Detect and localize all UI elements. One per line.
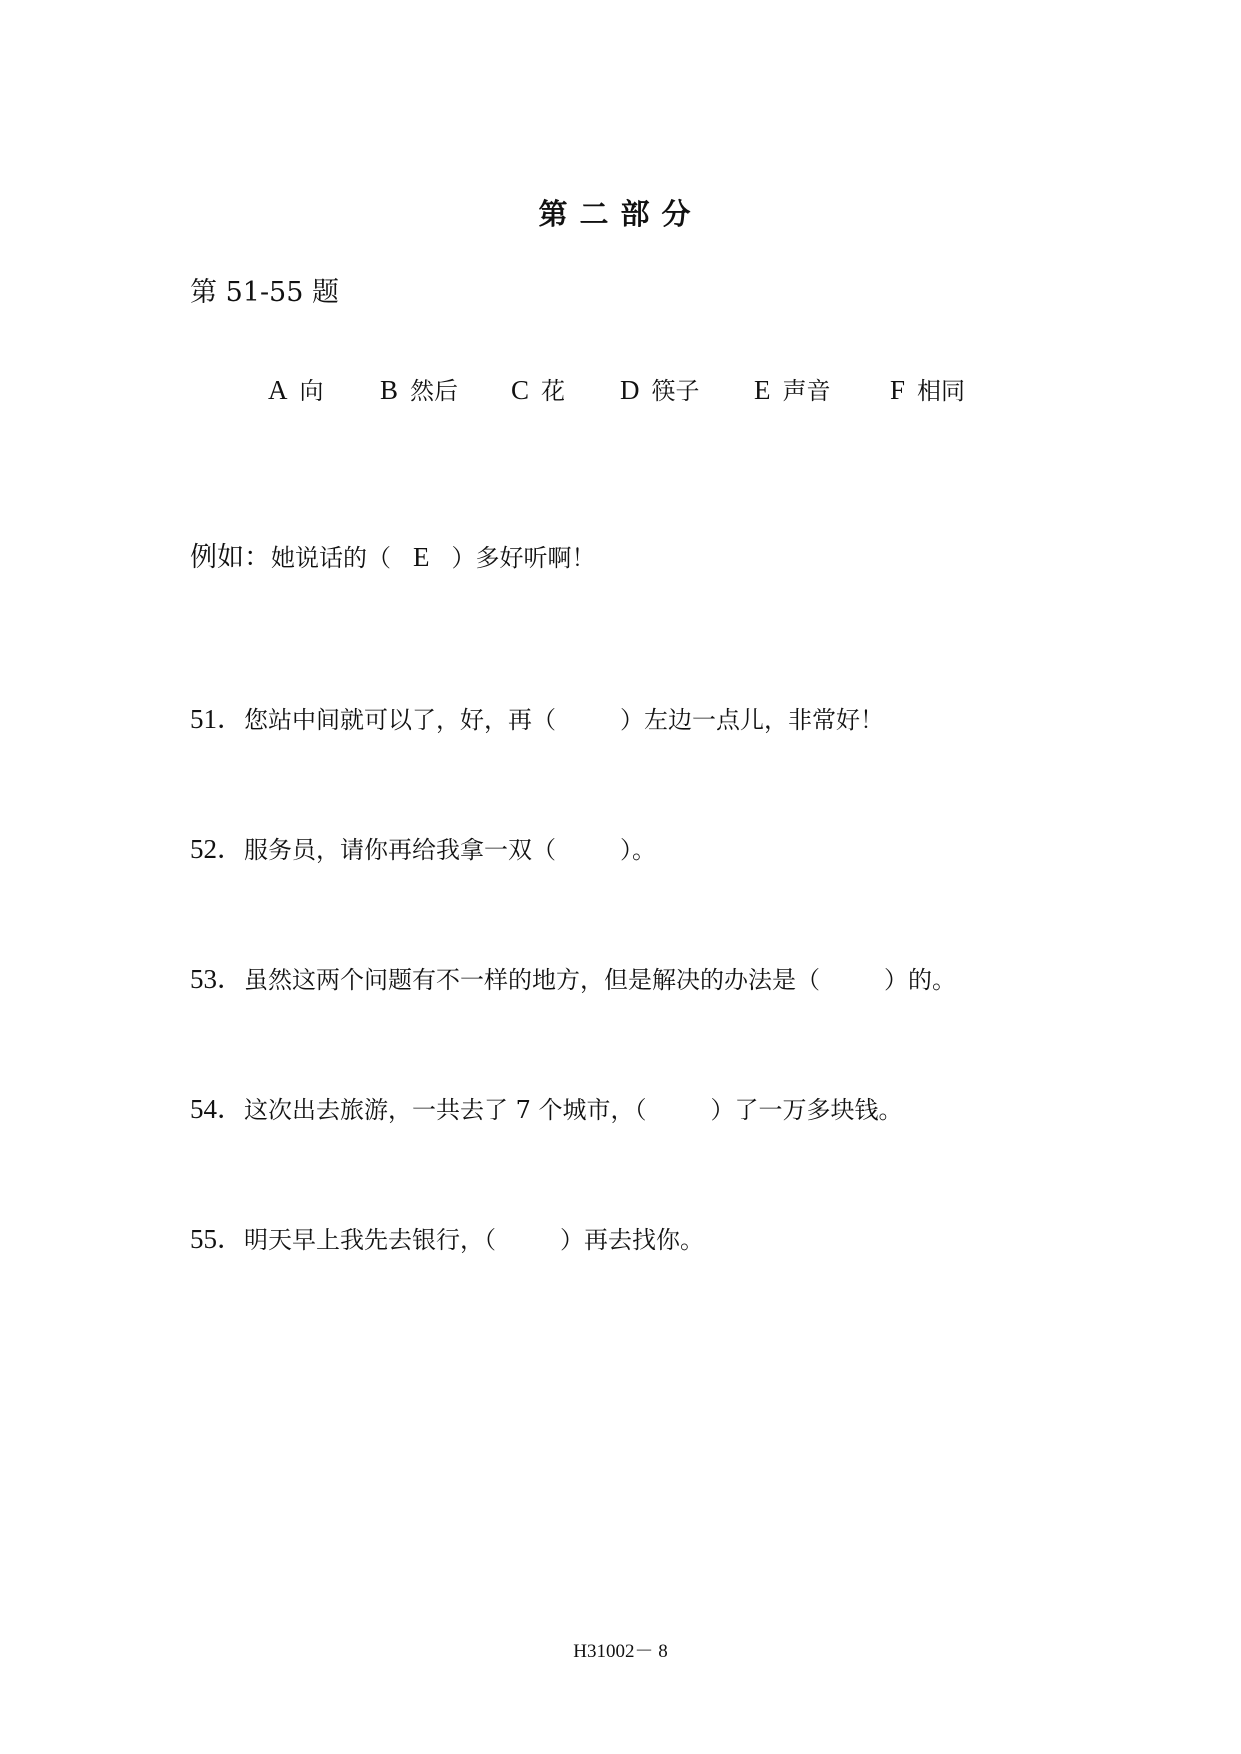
question-51 [190, 697, 884, 736]
question-text-before: 这次出去旅游，一共去了 7 个城市，（ [244, 1096, 647, 1124]
question-text-after: ）再去找你。 [560, 1226, 704, 1254]
question-text-before: 明天早上我先去银行，（ [244, 1226, 496, 1254]
option-b [380, 371, 458, 406]
example-text-after: ）多好听啊！ [451, 544, 596, 572]
question-number: 53． [190, 964, 244, 994]
example-sentence [190, 535, 596, 574]
option-letter: A [268, 375, 288, 405]
option-word: 然后 [410, 377, 459, 405]
option-letter: E [754, 375, 771, 405]
question-55 [190, 1217, 704, 1256]
example-lead: 例如： [190, 542, 271, 573]
question-text-before: 服务员，请你再给我拿一双（ [244, 836, 556, 864]
question-range: 第 51-55 题 [190, 277, 340, 308]
option-word: 筷子 [651, 377, 700, 405]
question-54 [190, 1087, 903, 1126]
option-word: 向 [299, 377, 324, 405]
option-f [890, 371, 965, 406]
option-letter: F [890, 375, 906, 405]
page-footer: H31002－ 8 [573, 1641, 668, 1662]
question-52 [190, 827, 656, 866]
question-number: 54． [190, 1094, 244, 1124]
option-word: 花 [541, 377, 566, 405]
option-e [754, 371, 831, 406]
question-text-after: ）了一万多块钱。 [710, 1096, 903, 1124]
question-number: 51． [190, 704, 244, 734]
question-53 [190, 957, 956, 996]
option-word: 相同 [917, 377, 966, 405]
example-text-before: 她说话的（ [271, 544, 391, 572]
question-text-before: 虽然这两个问题有不一样的地方，但是解决的办法是（ [244, 966, 820, 994]
option-c [511, 371, 565, 406]
question-number: 55． [190, 1224, 244, 1254]
option-letter: D [620, 375, 640, 405]
option-letter: C [511, 375, 530, 405]
option-word: 声音 [782, 377, 831, 405]
section-title: 第二部分 [538, 197, 703, 231]
option-letter: B [380, 375, 399, 405]
question-number: 52． [190, 834, 244, 864]
question-text-after: ）。 [620, 836, 656, 864]
question-text-before: 您站中间就可以了，好，再（ [244, 706, 556, 734]
option-d [620, 371, 700, 406]
question-text-after: ）的。 [884, 966, 956, 994]
option-a [268, 371, 324, 406]
example-answer: E [413, 542, 430, 572]
question-text-after: ）左边一点儿，非常好！ [620, 706, 884, 734]
